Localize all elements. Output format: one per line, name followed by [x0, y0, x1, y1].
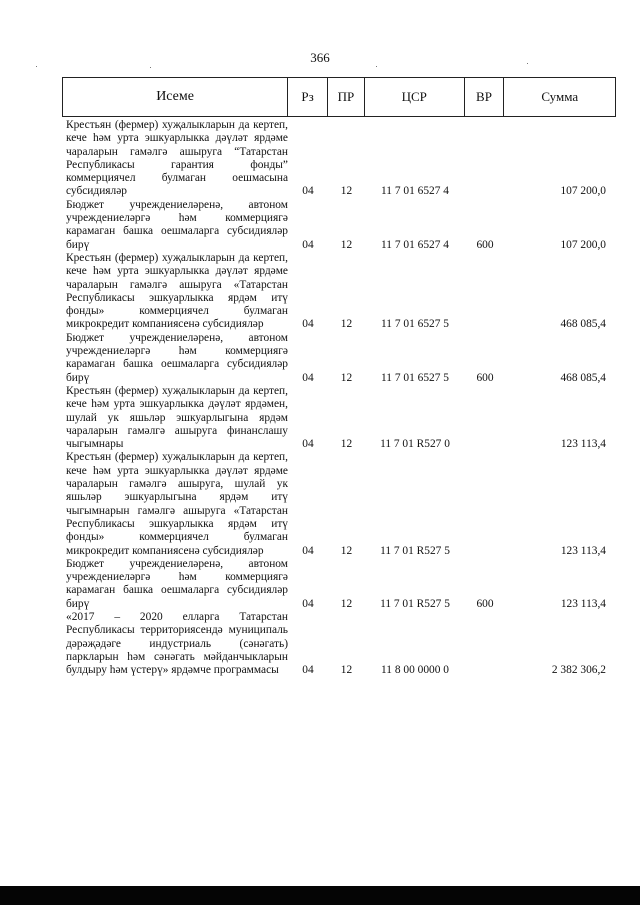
- row-vr: 600: [476, 238, 494, 251]
- row-name: «2017 – 2020 елларга Татарстан Республикасы территориясендә муниципаль дәрәҗәдәге индустриаль (сәнәгать) паркларын һәм сәнәгать мәйданчыкларын булдыру һәм үстерү» ярдәмче программасы: [66, 610, 288, 677]
- scan-border: [0, 886, 640, 905]
- row-sum: 2 382 306,2: [551, 664, 606, 677]
- row-csr: 11 7 01 6527 5: [381, 371, 449, 384]
- table-row: [66, 451, 606, 557]
- header-csr: ЦСР: [365, 78, 465, 116]
- row-name: Крестьян (фермер) хуҗалыкларын да кертеп, кече һәм урта эшкуарлыкка дәүләт ярдәме чараларын гамәлгә ашыруга, шулай ук яшьләр эшкуарлыгына ярдәм итү чыгымнарын гамәлгә ашыруга «Татарстан Республикасы эшкуарлыкка ярдәм итү фонды» коммерциячел булмаган микрокредит компаниясенә субсидияләр: [66, 451, 288, 557]
- row-name: Бюджет учреждениеләренә, автоном учреждениеләргә һәм коммерциягә карамаган башка оешмаларга субсидияләр бирү: [66, 198, 288, 251]
- table-row: [66, 385, 606, 451]
- table-row: [66, 199, 606, 252]
- table-row: [66, 332, 606, 385]
- table-header: [62, 77, 616, 117]
- row-csr: 11 7 01 R527 5: [380, 544, 450, 557]
- row-sum: 468 085,4: [560, 318, 606, 331]
- row-rz: 04: [302, 318, 314, 331]
- row-rz: 04: [302, 238, 314, 251]
- header-sum: Сумма: [541, 89, 579, 104]
- row-rz: 04: [302, 371, 314, 384]
- row-csr: 11 7 01 R527 0: [380, 438, 450, 451]
- row-rz: 04: [302, 544, 314, 557]
- row-sum: 123 113,4: [560, 438, 606, 451]
- row-pr: 12: [340, 371, 353, 384]
- row-pr: 12: [340, 597, 353, 610]
- row-name: Бюджет учреждениеләренә, автоном учреждениеләргә һәм коммерциягә карамаган башка оешмаларга субсидияләр бирү: [66, 331, 288, 384]
- table-row: [66, 119, 606, 199]
- header-pr: ПР: [328, 78, 365, 116]
- row-pr: 12: [340, 185, 353, 198]
- scan-speck: [376, 66, 377, 67]
- row-csr: 11 7 01 6527 4: [381, 185, 449, 198]
- row-pr: 12: [340, 318, 353, 331]
- row-csr: 11 7 01 R527 5: [380, 597, 450, 610]
- row-pr: 12: [340, 544, 353, 557]
- row-name: Бюджет учреждениеләренә, автоном учреждениеләргә һәм коммерциягә карамаган башка оешмаларга субсидияләр бирү: [66, 557, 288, 610]
- row-name: Крестьян (фермер) хуҗалыкларын да кертеп, кече һәм урта эшкуарлыкка дәүләт ярдәме чараларын гамәлгә ашыруга «Татарстан Республикасы эшкуарлыкка ярдәм итү фонды» коммерциячел булмаган микрокредит компаниясенә субсидияләр: [66, 251, 288, 331]
- row-pr: 12: [340, 238, 353, 251]
- row-csr: 11 8 00 0000 0: [381, 664, 449, 677]
- row-sum: 123 113,4: [560, 544, 606, 557]
- row-pr: 12: [340, 438, 353, 451]
- row-csr: 11 7 01 6527 4: [381, 238, 449, 251]
- row-csr: 11 7 01 6527 5: [381, 318, 449, 331]
- table-row: [66, 611, 606, 677]
- header-vr: ВР: [465, 78, 505, 116]
- row-rz: 04: [302, 664, 314, 677]
- page-number: 366: [310, 50, 330, 65]
- row-name: Крестьян (фермер) хуҗалыкларын да кертеп, кече һәм урта эшкуарлыкка дәүләт ярдәмен, шулай ук яшьләр эшкуарлыгына ярдәм чараларын гамәлгә ашыруга финанслашу чыгымнары: [66, 384, 288, 451]
- row-rz: 04: [302, 438, 314, 451]
- row-sum: 107 200,0: [560, 185, 606, 198]
- scan-speck: [150, 67, 151, 68]
- row-vr: 600: [476, 371, 494, 384]
- scan-speck: [527, 63, 528, 64]
- row-sum: 468 085,4: [560, 371, 606, 384]
- table-row: [66, 252, 606, 332]
- row-pr: 12: [340, 664, 353, 677]
- row-rz: 04: [302, 597, 314, 610]
- scan-speck: [36, 66, 37, 67]
- header-name: Исеме: [63, 78, 288, 116]
- row-sum: 123 113,4: [560, 597, 606, 610]
- table-body: [66, 119, 606, 677]
- table-row: [66, 558, 606, 611]
- row-rz: 04: [302, 185, 314, 198]
- row-vr: 600: [476, 597, 494, 610]
- header-rz: Рз: [288, 78, 328, 116]
- row-name: Крестьян (фермер) хуҗалыкларын да кертеп, кече һәм урта эшкуарлыкка дәүләт ярдәме чараларын гамәлгә ашыруга “Татарстан Республикасы гарантия фонды” коммерциячел булмаган оешмасына субсидияләр: [66, 119, 288, 198]
- row-sum: 107 200,0: [560, 238, 606, 251]
